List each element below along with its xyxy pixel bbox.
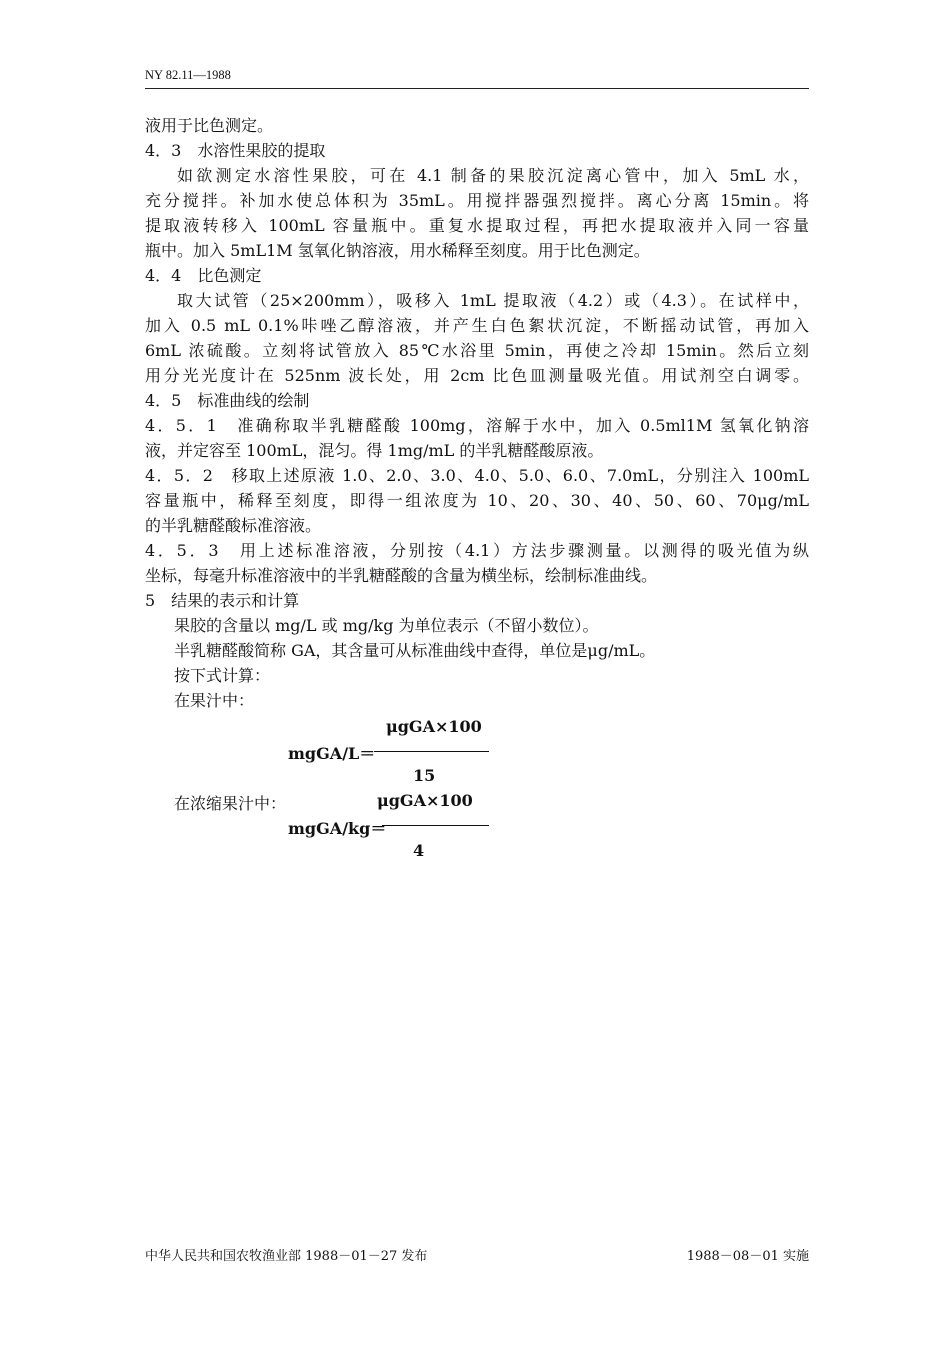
body-line: 在果汁中： bbox=[174, 691, 255, 710]
standard-number: NY 82.11—1988 bbox=[145, 68, 231, 82]
body-line: 半乳糖醛酸简称 GA，其含量可从标准曲线中查得，单位是μg/mL。 bbox=[174, 641, 656, 660]
body-line: 5 结果的表示和计算 bbox=[145, 591, 300, 610]
header-divider bbox=[145, 88, 809, 89]
footer-issued: 中华人民共和国农牧渔业部 1988－01－27 发布 bbox=[145, 1249, 428, 1264]
formula2-context: 在浓缩果汁中： bbox=[174, 794, 287, 813]
body-line: 果胶的含量以 mg/L 或 mg/kg 为单位表示（不留小数位）。 bbox=[174, 616, 599, 635]
formula1-denominator: 15 bbox=[413, 766, 436, 785]
body-line: 如欲测定水溶性果胶，可在 4.1 制备的果胶沉淀离心管中，加入 5mL 水， bbox=[177, 166, 809, 185]
formula2-numerator: μgGA×100 bbox=[377, 791, 473, 810]
body-line: 容量瓶中，稀释至刻度，即得一组浓度为 10、20、30、40、50、60、70μg/mL bbox=[145, 491, 809, 510]
formula1-lhs: mgGA/L＝ bbox=[288, 744, 376, 763]
formula1-numerator: μgGA×100 bbox=[386, 717, 482, 736]
body-line: 液用于比色测定。 bbox=[145, 116, 274, 135]
formula2-lhs: mgGA/kg＝ bbox=[288, 819, 387, 838]
body-line: 4．5 标准曲线的绘制 bbox=[145, 391, 310, 410]
body-line: 的半乳糖醛酸标准溶液。 bbox=[145, 516, 322, 535]
body-line: 液，并定容至 100mL，混匀。得 1mg/mL 的半乳糖醛酸原液。 bbox=[145, 441, 604, 460]
body-line: 加入 0.5 mL 0.1%咔唑乙醇溶液，并产生白色絮状沉淀，不断摇动试管，再加入 bbox=[145, 316, 809, 335]
body-line: 提取液转移入 100mL 容量瓶中。重复水提取过程，再把水提取液并入同一容量 bbox=[145, 216, 809, 235]
body-line: 用分光光度计在 525nm 波长处，用 2cm 比色皿测量吸光值。用试剂空白调零。 bbox=[145, 366, 809, 385]
formula1-fraction-bar bbox=[374, 751, 489, 752]
body-line: 充分搅拌。补加水使总体积为 35mL。用搅拌器强烈搅拌。离心分离 15min。将 bbox=[145, 191, 809, 210]
formula2-denominator: 4 bbox=[413, 841, 425, 860]
body-line: 4．4 比色测定 bbox=[145, 266, 262, 285]
body-line: 瓶中。加入 5mL1M 氢氧化钠溶液，用水稀释至刻度。用于比色测定。 bbox=[145, 241, 650, 260]
formula2-fraction-bar bbox=[382, 825, 489, 826]
body-line: 4．5．3 用上述标准溶液，分别按（4.1）方法步骤测量。以测得的吸光值为纵 bbox=[145, 541, 809, 560]
body-line: 4．5．1 准确称取半乳糖醛酸 100mg，溶解于水中，加入 0.5ml1M 氢氧化钠溶 bbox=[145, 416, 809, 435]
body-line: 取大试管（25×200mm），吸移入 1mL 提取液（4.2）或（4.3）。在试样中， bbox=[177, 291, 809, 310]
body-line: 按下式计算： bbox=[174, 666, 271, 685]
footer-implemented: 1988－08－01 实施 bbox=[686, 1249, 809, 1264]
body-line: 6mL 浓硫酸。立刻将试管放入 85℃水浴里 5min，再使之冷却 15min。然后立刻 bbox=[145, 341, 809, 360]
body-line: 4．5．2 移取上述原液 1.0、2.0、3.0、4.0、5.0、6.0、7.0mL，分别注入 100mL bbox=[145, 466, 809, 485]
body-line: 4．3 水溶性果胶的提取 bbox=[145, 141, 326, 160]
document-body bbox=[145, 113, 809, 713]
body-line: 坐标，每毫升标准溶液中的半乳糖醛酸的含量为横坐标，绘制标准曲线。 bbox=[145, 566, 658, 585]
